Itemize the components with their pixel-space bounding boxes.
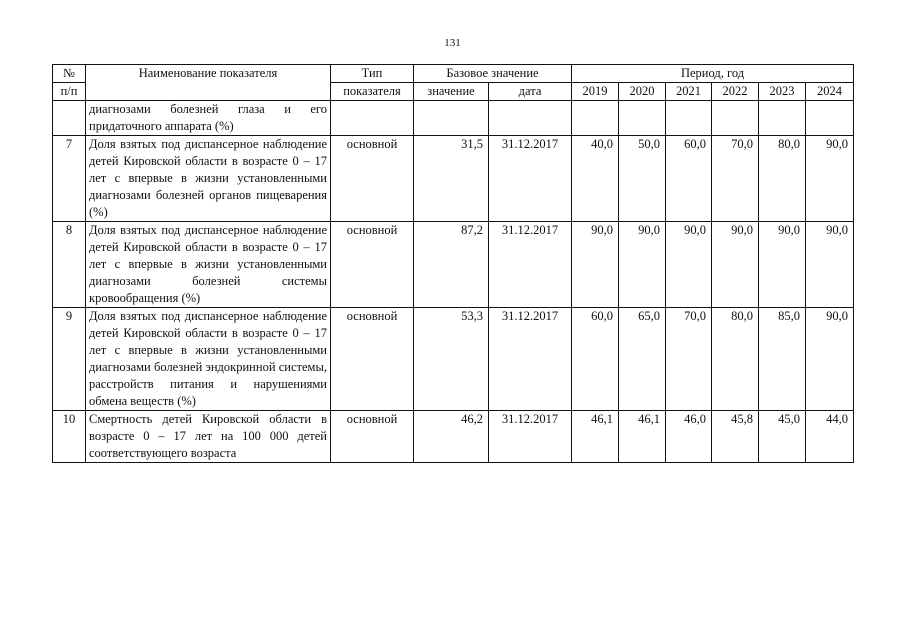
header-year: 2024	[806, 83, 854, 101]
header-row-1	[53, 65, 854, 83]
header-year: 2023	[759, 83, 806, 101]
base-value: 87,2	[414, 222, 489, 308]
header-base-value: значение	[414, 83, 489, 101]
year-value: 44,0	[806, 411, 854, 463]
base-date: 31.12.2017	[489, 411, 572, 463]
table-row	[53, 101, 854, 136]
page-number: 131	[444, 37, 461, 49]
header-no: №	[53, 65, 86, 83]
year-value: 46,1	[619, 411, 666, 463]
year-value	[806, 101, 854, 136]
row-number: 8	[53, 222, 86, 308]
header-base-date: дата	[489, 83, 572, 101]
base-value: 53,3	[414, 308, 489, 411]
header-type: Тип	[331, 65, 414, 83]
year-value: 70,0	[666, 308, 712, 411]
row-number: 7	[53, 136, 86, 222]
year-value: 65,0	[619, 308, 666, 411]
year-value: 60,0	[666, 136, 712, 222]
indicators-table	[52, 64, 854, 463]
year-value	[759, 101, 806, 136]
base-date: 31.12.2017	[489, 222, 572, 308]
indicator-type	[331, 101, 414, 136]
header-name: Наименование показателя	[86, 65, 331, 101]
indicator-name: Доля взятых под диспансерное наблюдение детей Кировской области в возрасте 0 – 17 лет с впервые в жизни установленными диагнозами болезней системы кровообращения (%)	[86, 222, 331, 308]
header-no-sub: п/п	[53, 83, 86, 101]
header-base: Базовое значение	[414, 65, 572, 83]
year-value: 60,0	[572, 308, 619, 411]
header-year: 2022	[712, 83, 759, 101]
year-value: 46,1	[572, 411, 619, 463]
row-number: 9	[53, 308, 86, 411]
table-row	[53, 136, 854, 222]
year-value: 50,0	[619, 136, 666, 222]
year-value: 45,0	[759, 411, 806, 463]
year-value: 90,0	[666, 222, 712, 308]
year-value: 90,0	[572, 222, 619, 308]
year-value: 85,0	[759, 308, 806, 411]
year-value: 46,0	[666, 411, 712, 463]
indicator-name: диагнозами болезней глаза и его придаточного аппарата (%)	[86, 101, 331, 136]
year-value: 45,8	[712, 411, 759, 463]
row-number	[53, 101, 86, 136]
header-year: 2021	[666, 83, 712, 101]
indicator-type: основной	[331, 136, 414, 222]
row-number: 10	[53, 411, 86, 463]
table-row	[53, 222, 854, 308]
indicator-name: Доля взятых под диспансерное наблюдение детей Кировской области в возрасте 0 – 17 лет с впервые в жизни установленными диагнозами болезней эндокринной системы, расстройств питания и нарушениями обмена веществ (%)	[86, 308, 331, 411]
table-row	[53, 308, 854, 411]
base-value: 46,2	[414, 411, 489, 463]
base-value	[414, 101, 489, 136]
year-value: 90,0	[806, 308, 854, 411]
table-row	[53, 411, 854, 463]
indicator-type: основной	[331, 411, 414, 463]
base-date: 31.12.2017	[489, 308, 572, 411]
header-year: 2020	[619, 83, 666, 101]
year-value: 90,0	[759, 222, 806, 308]
indicator-type: основной	[331, 222, 414, 308]
indicator-type: основной	[331, 308, 414, 411]
year-value: 90,0	[619, 222, 666, 308]
header-period: Период, год	[572, 65, 854, 83]
year-value: 90,0	[712, 222, 759, 308]
base-value: 31,5	[414, 136, 489, 222]
year-value	[666, 101, 712, 136]
year-value: 90,0	[806, 222, 854, 308]
year-value: 80,0	[712, 308, 759, 411]
year-value: 80,0	[759, 136, 806, 222]
header-year: 2019	[572, 83, 619, 101]
year-value: 90,0	[806, 136, 854, 222]
year-value	[572, 101, 619, 136]
header-type-sub: показателя	[331, 83, 414, 101]
indicator-name: Смертность детей Кировской области в возрасте 0 – 17 лет на 100 000 детей соответствующего возраста	[86, 411, 331, 463]
year-value: 40,0	[572, 136, 619, 222]
year-value	[712, 101, 759, 136]
base-date	[489, 101, 572, 136]
base-date: 31.12.2017	[489, 136, 572, 222]
year-value	[619, 101, 666, 136]
year-value: 70,0	[712, 136, 759, 222]
indicator-name: Доля взятых под диспансерное наблюдение детей Кировской области в возрасте 0 – 17 лет с впервые в жизни установленными диагнозами болезней органов пищеварения (%)	[86, 136, 331, 222]
